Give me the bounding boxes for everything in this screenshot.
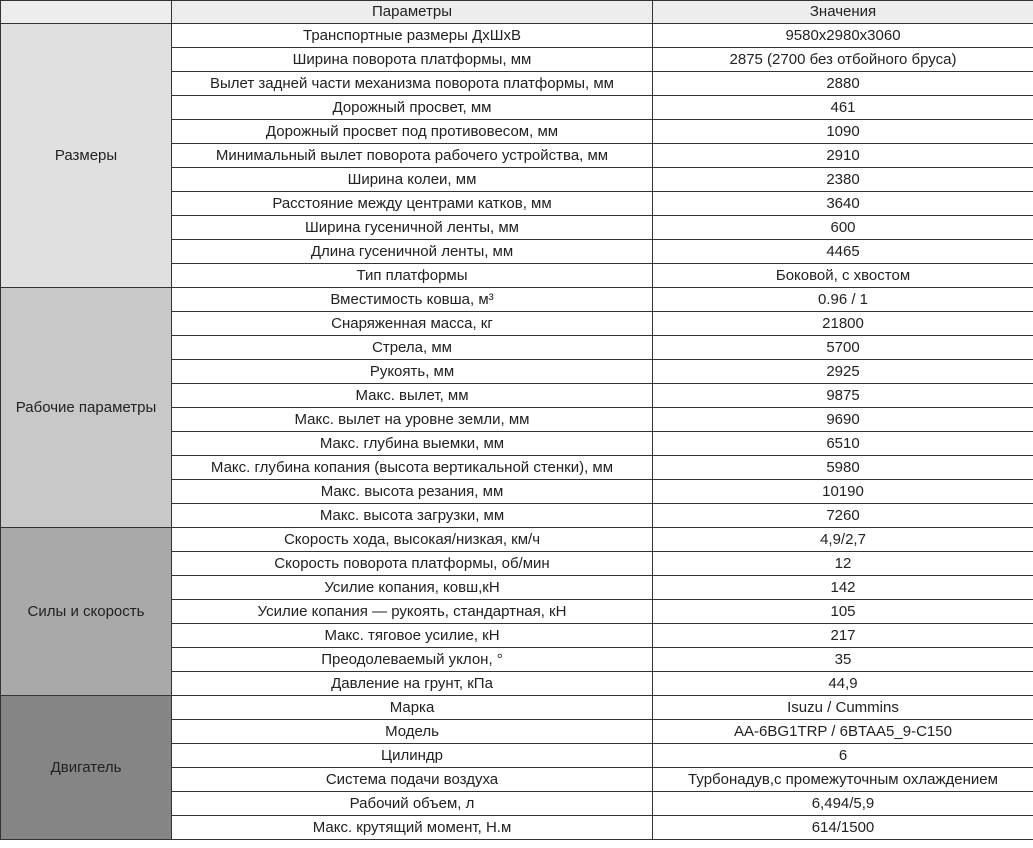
value-cell: 2875 (2700 без отбойного бруса) (653, 48, 1033, 72)
parameter-cell: Макс. глубина выемки, мм (172, 432, 653, 456)
value-cell: 44,9 (653, 672, 1033, 696)
value-cell: 0.96 / 1 (653, 288, 1033, 312)
value-cell: 4465 (653, 240, 1033, 264)
parameter-cell: Преодолеваемый уклон, ° (172, 648, 653, 672)
parameter-cell: Усилие копания, ковш,кН (172, 576, 653, 600)
value-cell: 6,494/5,9 (653, 792, 1033, 816)
parameter-cell: Длина гусеничной ленты, мм (172, 240, 653, 264)
parameter-cell: Макс. тяговое усилие, кН (172, 624, 653, 648)
parameter-cell: Марка (172, 696, 653, 720)
value-cell: 9580x2980x3060 (653, 24, 1033, 48)
parameter-cell: Расстояние между центрами катков, мм (172, 192, 653, 216)
parameter-cell: Макс. крутящий момент, Н.м (172, 816, 653, 840)
value-cell: 7260 (653, 504, 1033, 528)
parameter-cell: Ширина колеи, мм (172, 168, 653, 192)
value-cell: Боковой, с хвостом (653, 264, 1033, 288)
parameter-cell: Макс. глубина копания (высота вертикальной стенки), мм (172, 456, 653, 480)
table-body (1, 24, 1033, 840)
value-cell: Турбонадув,с промежуточным охлаждением (653, 768, 1033, 792)
value-cell: 614/1500 (653, 816, 1033, 840)
parameter-cell: Скорость хода, высокая/низкая, км/ч (172, 528, 653, 552)
value-cell: 105 (653, 600, 1033, 624)
group-label: Размеры (1, 24, 172, 288)
parameter-cell: Рукоять, мм (172, 360, 653, 384)
parameter-cell: Макс. вылет, мм (172, 384, 653, 408)
parameter-cell: Ширина поворота платформы, мм (172, 48, 653, 72)
value-cell: 35 (653, 648, 1033, 672)
value-cell: 6 (653, 744, 1033, 768)
parameter-cell: Макс. высота загрузки, мм (172, 504, 653, 528)
table-header-row (1, 1, 1033, 24)
parameter-cell: Дорожный просвет, мм (172, 96, 653, 120)
header-values: Значения (653, 1, 1033, 24)
header-parameters: Параметры (172, 1, 653, 24)
value-cell: 1090 (653, 120, 1033, 144)
value-cell: 3640 (653, 192, 1033, 216)
value-cell: 600 (653, 216, 1033, 240)
value-cell: 9690 (653, 408, 1033, 432)
parameter-cell: Цилиндр (172, 744, 653, 768)
parameter-cell: Давление на грунт, кПа (172, 672, 653, 696)
parameter-cell: Система подачи воздуха (172, 768, 653, 792)
header-group-cell (1, 1, 172, 24)
parameter-cell: Макс. вылет на уровне земли, мм (172, 408, 653, 432)
value-cell: 2380 (653, 168, 1033, 192)
parameter-cell: Минимальный вылет поворота рабочего устройства, мм (172, 144, 653, 168)
table-row (1, 696, 1033, 720)
group-label: Рабочие параметры (1, 288, 172, 528)
value-cell: Isuzu / Cummins (653, 696, 1033, 720)
parameter-cell: Модель (172, 720, 653, 744)
parameter-cell: Стрела, мм (172, 336, 653, 360)
parameter-cell: Вместимость ковша, м³ (172, 288, 653, 312)
value-cell: 6510 (653, 432, 1033, 456)
group-label: Двигатель (1, 696, 172, 840)
table-row (1, 24, 1033, 48)
value-cell: 4,9/2,7 (653, 528, 1033, 552)
value-cell: 2880 (653, 72, 1033, 96)
value-cell: 5700 (653, 336, 1033, 360)
value-cell: 5980 (653, 456, 1033, 480)
parameter-cell: Вылет задней части механизма поворота платформы, мм (172, 72, 653, 96)
value-cell: 461 (653, 96, 1033, 120)
table-row (1, 288, 1033, 312)
parameter-cell: Снаряженная масса, кг (172, 312, 653, 336)
parameter-cell: Усилие копания — рукоять, стандартная, кН (172, 600, 653, 624)
value-cell: 217 (653, 624, 1033, 648)
table-row (1, 528, 1033, 552)
value-cell: 2910 (653, 144, 1033, 168)
parameter-cell: Макс. высота резания, мм (172, 480, 653, 504)
value-cell: AA-6BG1TRP / 6BTAA5_9-C150 (653, 720, 1033, 744)
parameter-cell: Транспортные размеры ДхШхВ (172, 24, 653, 48)
parameter-cell: Рабочий объем, л (172, 792, 653, 816)
value-cell: 2925 (653, 360, 1033, 384)
value-cell: 142 (653, 576, 1033, 600)
value-cell: 9875 (653, 384, 1033, 408)
parameter-cell: Скорость поворота платформы, об/мин (172, 552, 653, 576)
value-cell: 10190 (653, 480, 1033, 504)
parameter-cell: Ширина гусеничной ленты, мм (172, 216, 653, 240)
parameter-cell: Дорожный просвет под противовесом, мм (172, 120, 653, 144)
value-cell: 12 (653, 552, 1033, 576)
value-cell: 21800 (653, 312, 1033, 336)
parameter-cell: Тип платформы (172, 264, 653, 288)
group-label: Силы и скорость (1, 528, 172, 696)
